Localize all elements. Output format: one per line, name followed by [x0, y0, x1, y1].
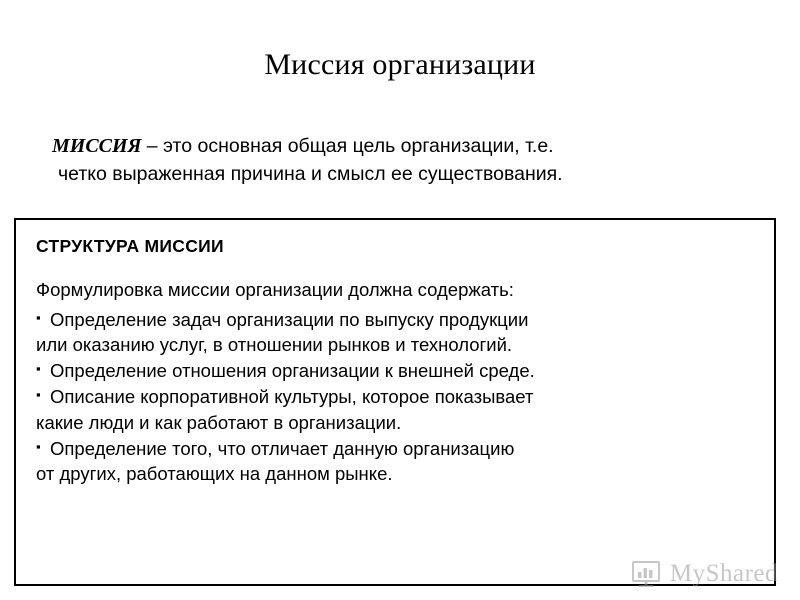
- list-item-continuation: от других, работающих на данном рынке.: [36, 462, 393, 484]
- list-item-text: Определение задач организации по выпуску продукции: [50, 309, 529, 330]
- list-item-text: Определение того, что отличает данную организацию: [50, 437, 515, 459]
- list-item-continuation: или оказанию услуг, в отношении рынков и технологий.: [36, 334, 513, 356]
- list-item: [36, 436, 754, 486]
- lead-paragraph: [52, 132, 752, 188]
- lead-term: МИССИЯ: [52, 135, 142, 157]
- list-item-continuation: какие люди и как работают в организации.: [36, 411, 402, 433]
- list-item: [36, 384, 754, 434]
- box-intro: Формулировка миссии организации должна содержать:: [36, 279, 514, 300]
- bullet-marker-icon: ▪: [36, 438, 41, 454]
- bullet-marker-icon: ▪: [36, 310, 41, 325]
- lead-rest: – это основная общая цель организации, т.е.: [141, 135, 554, 157]
- bullet-list: [36, 307, 754, 486]
- presentation-chart-icon: [632, 561, 662, 587]
- list-item: [36, 307, 754, 357]
- list-item-text: Описание корпоративной культуры, которое показывает: [50, 386, 534, 408]
- page-title: Миссия организации: [264, 48, 536, 81]
- bullet-marker-icon: ▪: [36, 361, 41, 377]
- watermark-text: MyShared: [669, 560, 778, 587]
- box-heading: СТРУКТУРА МИССИИ: [36, 236, 224, 256]
- mission-structure-box: [14, 218, 776, 586]
- lead-line-two: четко выраженная причина и смысл ее существования.: [58, 162, 563, 185]
- list-item: [36, 358, 754, 383]
- list-item-text: Определение отношения организации к внешней среде.: [50, 360, 535, 382]
- watermark: [632, 560, 778, 588]
- bullet-marker-icon: ▪: [36, 387, 41, 403]
